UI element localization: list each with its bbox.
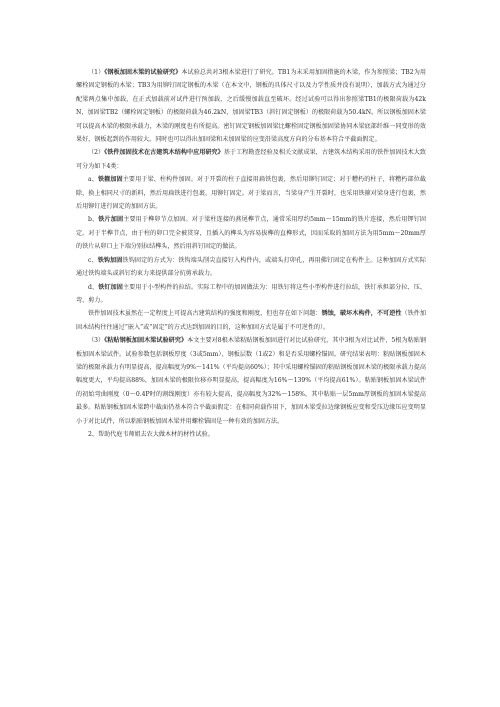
- list-marker: c、: [88, 256, 98, 264]
- paragraph-body: 基于工程勘查经验及相关文献成果，古建筑木结构采用的铁件加固技术大致可分为如下4类：: [76, 149, 427, 170]
- list-marker: a、: [88, 176, 98, 184]
- paper-title: 《粘贴钢板加固木梁试验研究》: [104, 337, 188, 345]
- list-marker: d、: [88, 283, 99, 291]
- paragraph-task-two: [76, 428, 426, 441]
- method-name: 铁钉加固: [98, 283, 123, 291]
- paragraph-number: （2）: [88, 149, 105, 157]
- paragraph-body: 铁钩固定的方式为：铁钩端头削尖直接钉入构件内，或端头打卯孔，再用佛钉固定在构件上。这种加固方式实际通过铁钩端头或斜钉约束力来提供部分抗剪承载力。: [76, 256, 427, 278]
- paragraph-body: 主要用于小型构件的拉结。实际工程中的加固做法为：用铁钉将这些小型构件进行拉结，铁钉承担部分拉、压、弯、剪力。: [76, 283, 427, 304]
- document-page: [76, 66, 426, 441]
- list-marker: b、: [88, 216, 99, 224]
- paragraph-iron-reinforcement-intro: [76, 146, 426, 173]
- paragraph-number: （1）: [88, 69, 105, 76]
- paragraph-iron-hook: [76, 254, 426, 281]
- paragraph-iron-plate: [76, 213, 426, 253]
- paragraph-body: 2、帮助代庭韦师姐去农大做木材的材性试验。: [88, 430, 214, 438]
- paragraph-body: 铁件加固技术虽然在一定程度上可提高古建筑结构的强度和刚度，但也存在如下问题：: [88, 310, 322, 318]
- paragraph-body: 本试验总共对3根木梁进行了研究。TB1为未采用加固措施的木梁，作为参照梁；TB2为用螺栓固定钢板的木梁；TB3为用铆钉固定钢板的木梁（在本文中，钢板的具体尺寸以及力学性质并没有说明），加载方式为通过分配梁两点集中加载，在正式加载前对试件进行预加载，之后缓慢加载直至破坏。经过试验可以得出参照梁TB1的极限荷载为42kN，加固梁TB2（螺栓固定钢板）的极限荷载为46.2kN，加固梁TB3（斜钉固定钢板）的极限荷载为50.4kN。所以钢板加固木梁可以提高木梁的极限承载力，木梁的刚度也有所提高。密钉固定钢板加固梁比螺栓固定钢板加固梁协同木梁底部纤维一同变形的效果好，钢板起到的作用较大。同时也可以得出加固梁和未加固梁的应变沿梁高度方向的分布基本符合平截面假定。: [76, 69, 426, 144]
- paragraph-body: 主要用于榫卯节点加固。对于梁柱连接的燕尾榫节点，通常采用厚约5mm～15mm的铁片连接，然后用钾钉固定。对于半榫节点，由于柱的卯口完全被贯穿，且插入的榫头为容易拔榫的直榫形式，因而采取的加固方法为用5mm～20mm厚的铁片从卯口上下端分别拉结榫头，然后用斜钉固定的做法。: [76, 216, 427, 251]
- paper-title: 《铁件加固技术在古建筑木结构中应用研究》: [104, 149, 224, 157]
- paper-title: 《钢板加固木梁的试验研究》: [104, 69, 182, 76]
- paragraph-iron-hoop: [76, 173, 426, 213]
- paragraph-body: 主要用于梁、柱构件加固。对于开裂的柱子直接用扁铁包裹，然后用铆钉固定；对于糟朽的柱子，将糟朽部位截除，换上相同尺寸的新料，然后用扁铁进行包裹，用铆钉固定。对于梁而言，当梁身产生开裂时，也采用铁箍对梁身进行包裹，然后用铆钉进行固定的加固方法。: [76, 176, 427, 211]
- paragraph-iron-nail: [76, 281, 426, 308]
- method-name: 铁钩加固: [97, 256, 123, 264]
- paragraph-bonded-steel-plate: [76, 334, 426, 428]
- paragraph-body: 本文主要对8根木梁粘贴钢板加固进行对比试验研究，其中3根为对比试件，5根为粘贴钢板加固木梁试件。试验参数包括钢板厚度（3或5mm）、钢板层数（1或2）和是否采用螺栓锚固。研究结果表明：粘贴钢板加固木梁的极限承载力有明显提高，提高幅度为9%～141%（平均提高60%）；其中采用螺栓锚固的粘贴钢板加固木梁的极限承载力提高幅度更大，平均提高88%，加固木梁的极限位移亦明显提高，提高幅度为16%～139%（平均提高61%）。粘贴钢板加固木梁试件的初始弯曲刚度（0～0.4P时的割线刚度）亦有较大提高，提高幅度为32%～158%，其中粘贴一层5mm厚钢板的加固木梁提高最多。粘贴钢板加固木梁跨中截面仍基本符合平截面假定：在相同荷载作用下，加固木梁受拉边缘钢板应变和受压边缘压应变明显小于对比试件，所以粘贴钢板加固木梁并用螺栓锚固是一种有效的加固方法。: [76, 337, 426, 425]
- paragraph-steel-plate-reinforcement: [76, 66, 426, 146]
- paragraph-iron-problems: [76, 307, 426, 334]
- paragraph-tail: （铁件加固木结构往往通过“嵌入”或“固定”的方式达到加固的目的，这种加固方式是属于不可逆性的）。: [76, 310, 427, 331]
- method-name: 铁箍加固: [97, 176, 123, 184]
- paragraph-number: （3）: [88, 337, 105, 345]
- method-name: 铁片加固: [98, 216, 124, 224]
- emphasis-text: 锈蚀，破坏木构件，不可逆性: [321, 310, 402, 318]
